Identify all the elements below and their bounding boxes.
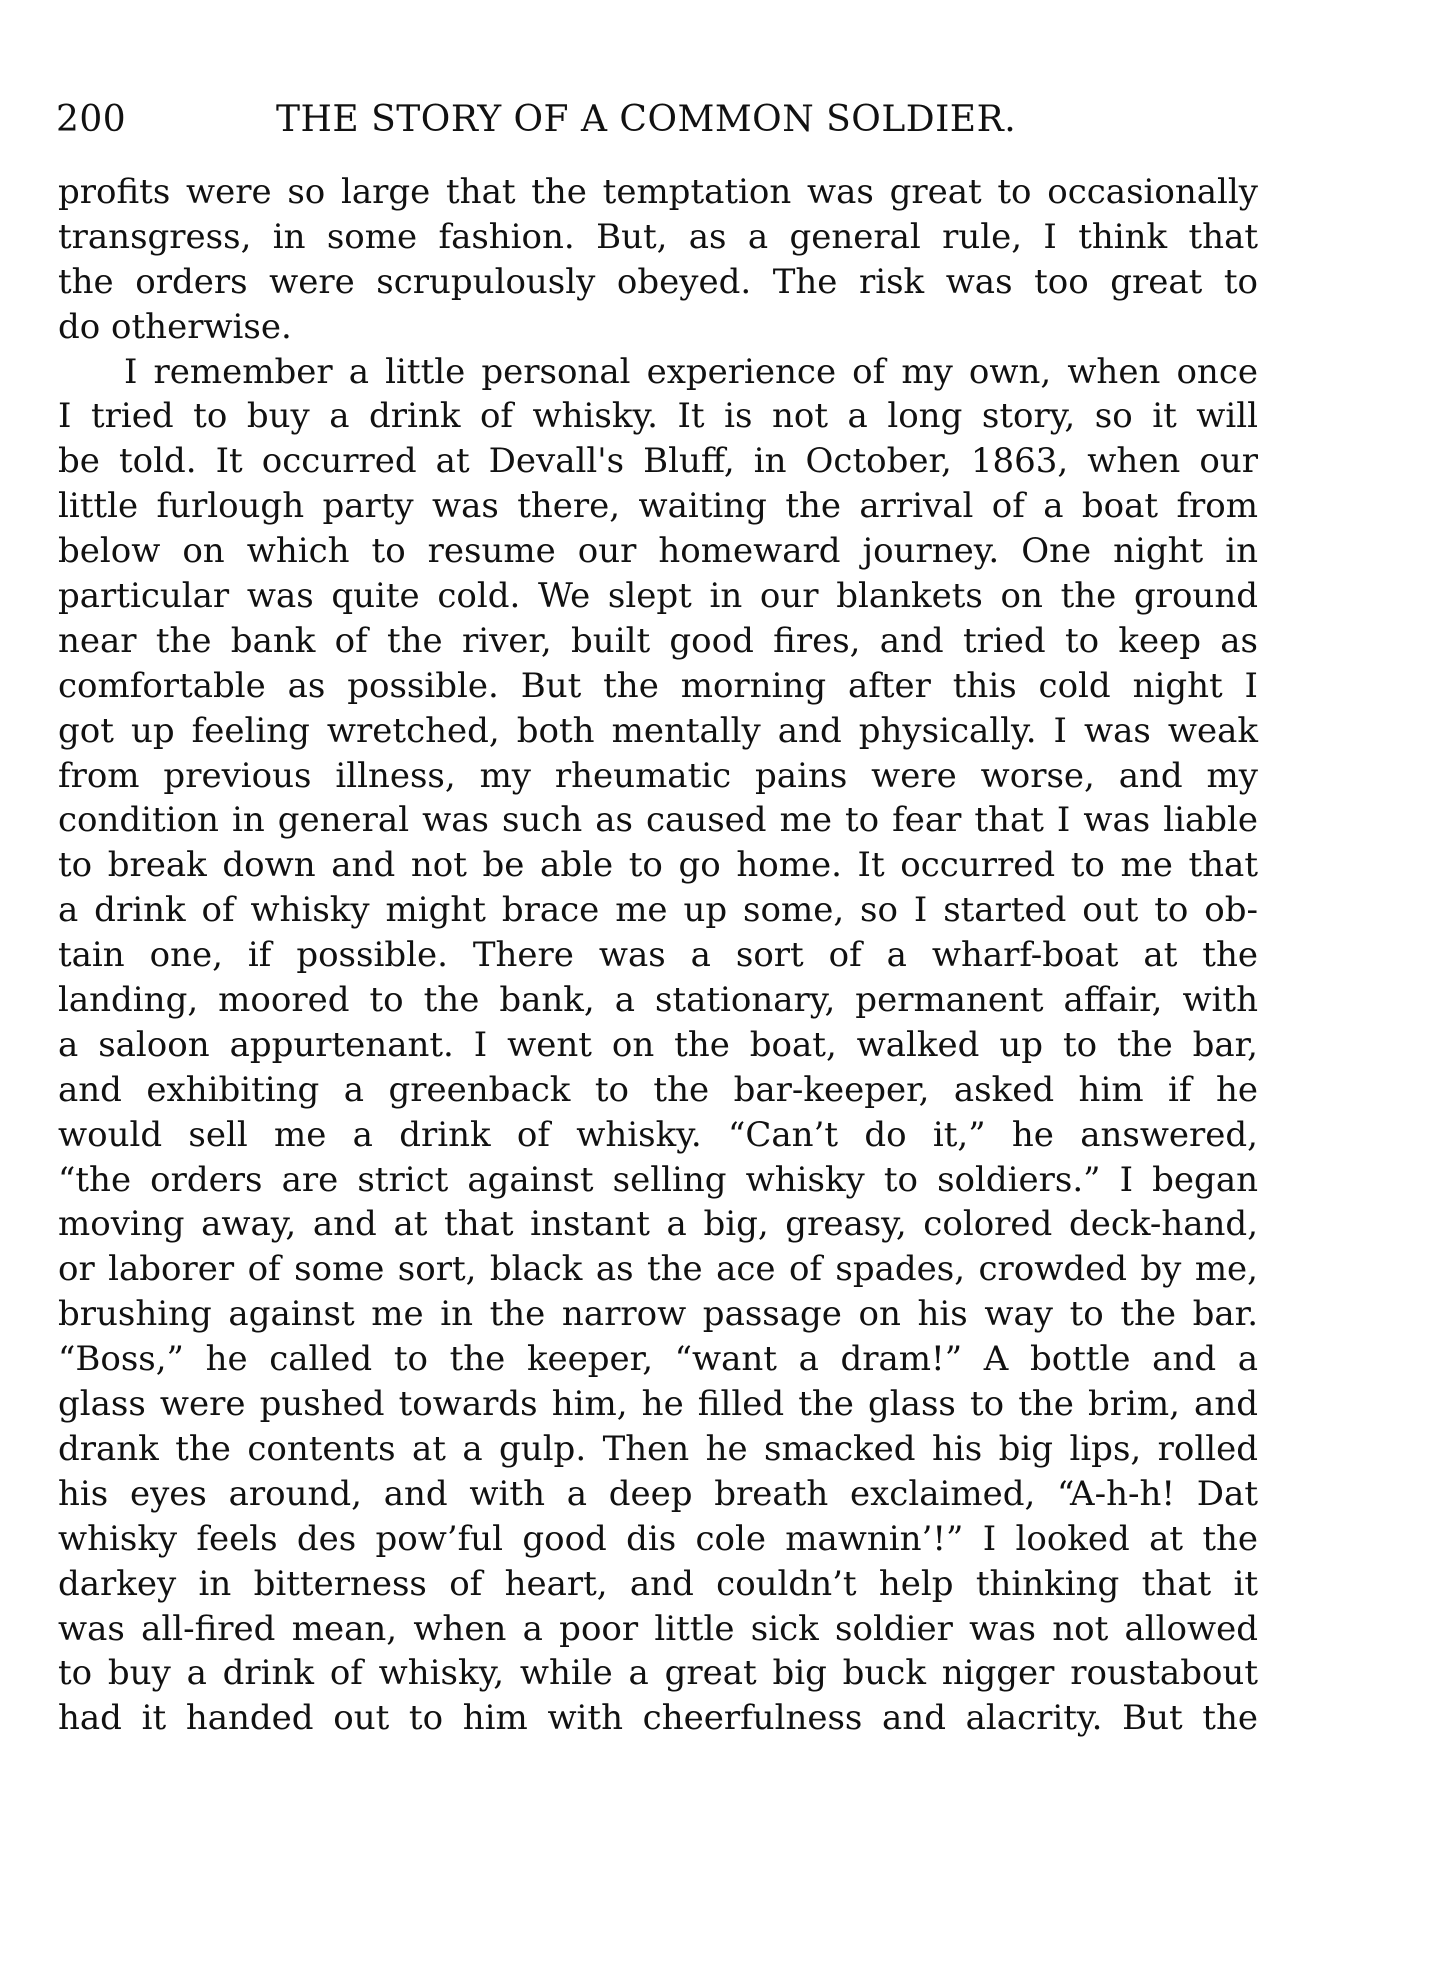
text-line: glass were pushed towards him, he filled the glass to the brim, and	[58, 1384, 1258, 1425]
text-line: landing, moored to the bank, a stationary, permanent affair, with	[58, 980, 1258, 1021]
text-line: would sell me a drink of whisky. “Can’t do it,” he answered,	[58, 1114, 1258, 1155]
text-line: particular was quite cold. We slept in our blankets on the ground	[58, 576, 1258, 617]
text-line: to buy a drink of whisky, while a great big buck nigger roustabout	[58, 1653, 1258, 1694]
text-line: to break down and not be able to go home. It occurred to me that	[58, 845, 1258, 886]
text-line: darkey in bitterness of heart, and couldn’t help thinking that it	[58, 1563, 1258, 1604]
text-line: I remember a little personal experience of my own, when once	[124, 351, 1258, 392]
page-number: 200	[56, 99, 127, 140]
text-line: do otherwise.	[58, 306, 292, 347]
text-line: was all-fired mean, when a poor little sick soldier was not allowed	[58, 1608, 1258, 1649]
text-line: little furlough party was there, waiting the arrival of a boat from	[58, 486, 1258, 527]
body-text	[58, 170, 1258, 1741]
text-line: from previous illness, my rheumatic pains were worse, and my	[58, 755, 1258, 796]
text-line: moving away, and at that instant a big, greasy, colored deck-hand,	[58, 1204, 1258, 1245]
text-line: the orders were scrupulously obeyed. The risk was too great to	[58, 261, 1258, 302]
text-line: “the orders are strict against selling whisky to soldiers.” I began	[58, 1159, 1258, 1200]
text-line: comfortable as possible. But the morning after this cold night I	[58, 665, 1258, 706]
text-line: tain one, if possible. There was a sort of a wharf-boat at the	[58, 935, 1258, 976]
text-line: his eyes around, and with a deep breath exclaimed, “A-h-h! Dat	[58, 1473, 1258, 1514]
text-line: or laborer of some sort, black as the ace of spades, crowded by me,	[58, 1249, 1258, 1290]
text-line: be told. It occurred at Devall's Bluff, in October, 1863, when our	[58, 441, 1258, 482]
text-line: and exhibiting a greenback to the bar-keeper, asked him if he	[58, 1069, 1258, 1110]
text-line: whisky feels des pow’ful good dis cole mawnin’!” I looked at the	[58, 1518, 1258, 1559]
text-line: near the bank of the river, built good fires, and tried to keep as	[58, 620, 1258, 661]
text-line: drank the contents at a gulp. Then he smacked his big lips, rolled	[58, 1428, 1258, 1469]
text-line: transgress, in some fashion. But, as a general rule, I think that	[58, 216, 1258, 257]
text-line: brushing against me in the narrow passage on his way to the bar.	[58, 1294, 1258, 1335]
text-line: a saloon appurtenant. I went on the boat, walked up to the bar,	[58, 1024, 1258, 1065]
text-line: “Boss,” he called to the keeper, “want a dram!” A bottle and a	[58, 1339, 1258, 1380]
text-line: had it handed out to him with cheerfulness and alacrity. But the	[58, 1698, 1258, 1739]
text-line: got up feeling wretched, both mentally and physically. I was weak	[58, 710, 1258, 751]
running-title: THE STORY OF A COMMON SOLDIER.	[276, 99, 1017, 140]
text-line: a drink of whisky might brace me up some, so I started out to ob-	[58, 890, 1258, 931]
text-line: I tried to buy a drink of whisky. It is not a long story, so it will	[58, 396, 1258, 437]
text-line: profits were so large that the temptation was great to occasionally	[58, 172, 1258, 212]
text-line: below on which to resume our homeward journey. One night in	[58, 531, 1258, 572]
text-line: condition in general was such as caused me to fear that I was liable	[58, 800, 1258, 841]
running-head	[56, 96, 1256, 144]
